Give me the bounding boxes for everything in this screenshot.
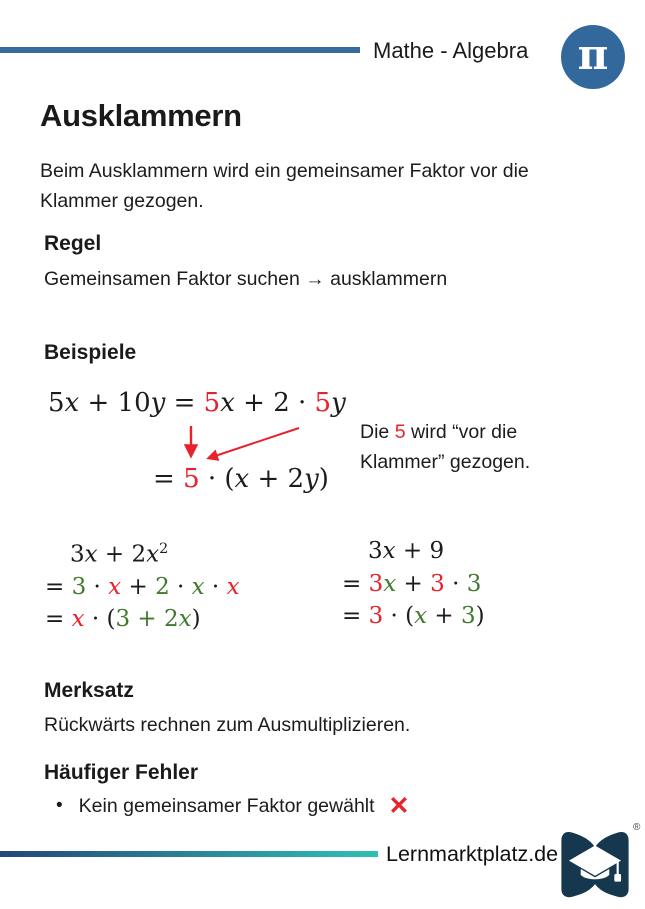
math-token: y [304,464,319,494]
math-token: x [71,606,85,632]
section-heading-fehler: Häufiger Fehler [44,761,199,784]
math-token: 3 [368,571,384,597]
intro-paragraph [40,156,600,216]
math-token: 5 [183,464,200,494]
footer-site-label: Lernmarktplatz.de [386,842,559,866]
subject-label: Mathe - Algebra [373,38,529,63]
math-token: 2 [159,541,169,557]
math-token: · ( [84,606,116,632]
red-cross-icon: ✕ [388,791,410,820]
math-token: Klammer” gezogen. [360,451,531,473]
math-token: · ( [383,603,415,629]
math-token: 3 [430,571,445,597]
math-token: Die [360,421,395,443]
section-heading-merksatz: Merksatz [44,679,134,702]
math-token: · ( [199,464,235,494]
math-token: + 2 · [234,388,315,418]
merksatz-text: Rückwärts rechnen zum Ausmultiplizieren. [44,714,411,736]
math-token: 5 [48,388,65,418]
math-token: + [396,571,431,597]
intro-line-1: Beim Ausklammern wird ein gemeinsamer Faktor vor die [40,160,529,182]
math-token: · [444,571,467,597]
math-token: wird “vor die [405,421,518,443]
math-token: x [220,388,235,418]
math-token: y [331,388,346,418]
math-token: ) [191,606,201,632]
bullet-icon: • [56,795,63,816]
math-token: = [45,606,72,632]
section-heading-beispiele: Beispiele [44,341,137,364]
math-token: 5 [394,421,406,443]
math-token: = [153,464,184,494]
example1-note [360,417,590,477]
example1-equation-line1 [48,388,346,418]
example3-line3 [342,603,485,629]
math-token: · [204,574,227,600]
example2-line3 [45,606,201,632]
math-token: · [169,574,192,600]
math-token: = [342,571,369,597]
section-heading-regel: Regel [44,232,102,255]
math-token: = [165,388,204,418]
math-token: x [108,574,122,600]
fehler-list-item [56,791,410,821]
example3-line1 [368,538,444,564]
math-token: ) [475,603,485,629]
math-token: 3 + 2 [115,606,179,632]
arrow-diagonal-icon [209,428,299,458]
math-token: x [191,574,205,600]
math-token: 3 [466,571,482,597]
math-token: + 2 [249,464,305,494]
tassel-knob [614,874,621,882]
example2-line1 [70,541,168,568]
math-token: · [86,574,109,600]
math-token: y [150,388,166,418]
math-token: x [234,464,250,494]
math-token: + 10 [79,388,151,418]
intro-line-2: Klammer gezogen. [40,190,204,212]
math-token: x [382,538,396,564]
math-token: x [226,574,240,600]
math-token: 3 [70,541,85,568]
math-token: + [121,574,156,600]
example3-line2 [342,571,481,597]
pi-logo-icon [561,25,625,89]
math-token: + [427,603,462,629]
footer-divider-line [0,851,378,857]
note-line-2 [360,447,590,477]
math-token: ) [318,464,329,494]
math-token: x [146,541,160,568]
math-token: + 2 [97,541,147,568]
fehler-item-text: Kein gemeinsamer Faktor gewählt [78,795,375,817]
example2-line2 [45,574,240,600]
note-line-1 [360,417,590,447]
math-token: 3 [368,603,384,629]
page-title: Ausklammern [40,98,242,133]
lernmarktplatz-logo [553,827,637,906]
header-divider-line [0,47,360,53]
math-token: + 9 [395,538,445,564]
math-token: 5 [203,388,221,418]
rule-text: Gemeinsamen Faktor suchen → ausklammern [44,268,448,290]
math-token: 3 [461,603,476,629]
math-token: x [84,541,98,568]
example1-equation-line2 [153,464,329,494]
math-token: = [342,603,369,629]
math-token: = [45,574,72,600]
math-token: x [64,388,80,418]
pi-glyph: π [577,30,609,79]
math-token: x [178,606,192,632]
registered-trademark-icon: ® [633,822,641,833]
math-token: 3 [368,538,383,564]
math-token: x [383,571,397,597]
math-token: 2 [155,574,170,600]
math-token: x [414,603,428,629]
math-token: 3 [71,574,87,600]
math-token: 5 [314,388,332,418]
